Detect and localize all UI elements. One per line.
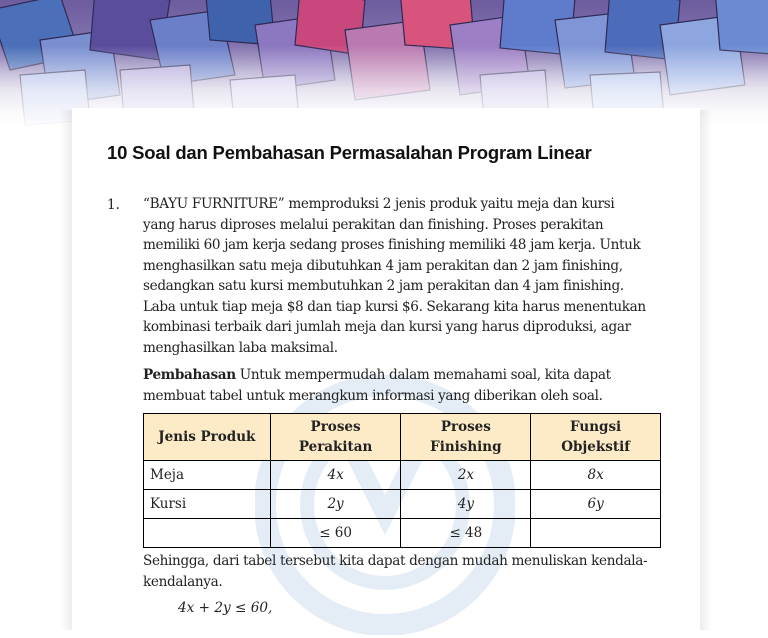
constraint-equation: 4x + 2y ≤ 60, xyxy=(178,600,273,616)
discussion-text xyxy=(143,365,663,406)
discussion-line2: membuat tabel untuk merangkum informasi yang diberikan oleh soal. xyxy=(143,387,603,404)
discussion-line1: Untuk mempermudah dalam memahami soal, kita dapat xyxy=(235,367,611,383)
header-proses-finishing xyxy=(401,414,531,461)
cell-finishing: 2x xyxy=(401,461,531,490)
cell-product: Meja xyxy=(144,461,271,490)
discussion-line xyxy=(143,365,663,386)
cell-product xyxy=(144,519,271,548)
cell-perakitan: 2y xyxy=(270,490,401,519)
cell-fungsi xyxy=(531,519,661,548)
header-line: Fungsi xyxy=(570,419,622,435)
header-proses-perakitan xyxy=(270,414,401,461)
question-line: kombinasi terbaik dari jumlah meja dan kursi yang harus diproduksi, agar xyxy=(143,319,631,335)
page-shadow-left xyxy=(60,110,72,630)
cell-fungsi: 8x xyxy=(531,461,661,490)
question-line: yang harus diproses melalui perakitan dan finishing. Proses perakitan xyxy=(143,216,604,233)
question-text xyxy=(143,194,663,358)
cell-finishing: 4y xyxy=(401,490,531,519)
table-header-row xyxy=(144,414,661,461)
question-line: sedangkan satu kursi membutuhkan 2 jam perakitan dan 4 jam finishing. xyxy=(143,278,624,294)
table-row xyxy=(144,490,661,519)
conclusion-line1: Sehingga, dari tabel tersebut kita dapat dengan mudah menuliskan kendala- xyxy=(143,553,648,569)
question-line: Laba untuk tiap meja $8 dan tiap kursi $6. Sekarang kita harus menentukan xyxy=(143,298,646,315)
table-row xyxy=(144,461,661,490)
page-shadow-right xyxy=(700,110,712,630)
header-line: Perakitan xyxy=(298,439,373,455)
header-line: Proses xyxy=(440,419,491,435)
cell-finishing: ≤ 48 xyxy=(401,519,531,548)
table-row xyxy=(144,519,661,548)
cell-product: Kursi xyxy=(144,490,271,519)
header-line: Objekstif xyxy=(561,439,631,455)
conclusion-line2: kendalanya. xyxy=(143,573,223,590)
summary-table xyxy=(143,413,661,548)
cell-perakitan: ≤ 60 xyxy=(270,519,401,548)
header-line: Finishing xyxy=(430,439,502,455)
cell-fungsi: 6y xyxy=(531,490,661,519)
question-line: menghasilkan satu meja dibutuhkan 4 jam perakitan dan 2 jam finishing, xyxy=(143,257,623,274)
header-fungsi-objektif xyxy=(531,414,661,461)
header-line: Proses xyxy=(310,419,361,435)
header-jenis-produk: Jenis Produk xyxy=(144,414,271,461)
discussion-label: Pembahasan xyxy=(143,367,236,383)
question-number: 1. xyxy=(107,197,120,213)
question-line: “BAYU FURNITURE” memproduksi 2 jenis produk yaitu meja dan kursi xyxy=(143,196,615,212)
question-line: memiliki 60 jam kerja sedang proses finishing memiliki 48 jam kerja. Untuk xyxy=(143,237,641,253)
question-line: menghasilkan laba maksimal. xyxy=(143,339,338,356)
page-title: 10 Soal dan Pembahasan Permasalahan Program Linear xyxy=(107,142,592,163)
cell-perakitan: 4x xyxy=(270,461,401,490)
conclusion-text xyxy=(143,551,663,592)
